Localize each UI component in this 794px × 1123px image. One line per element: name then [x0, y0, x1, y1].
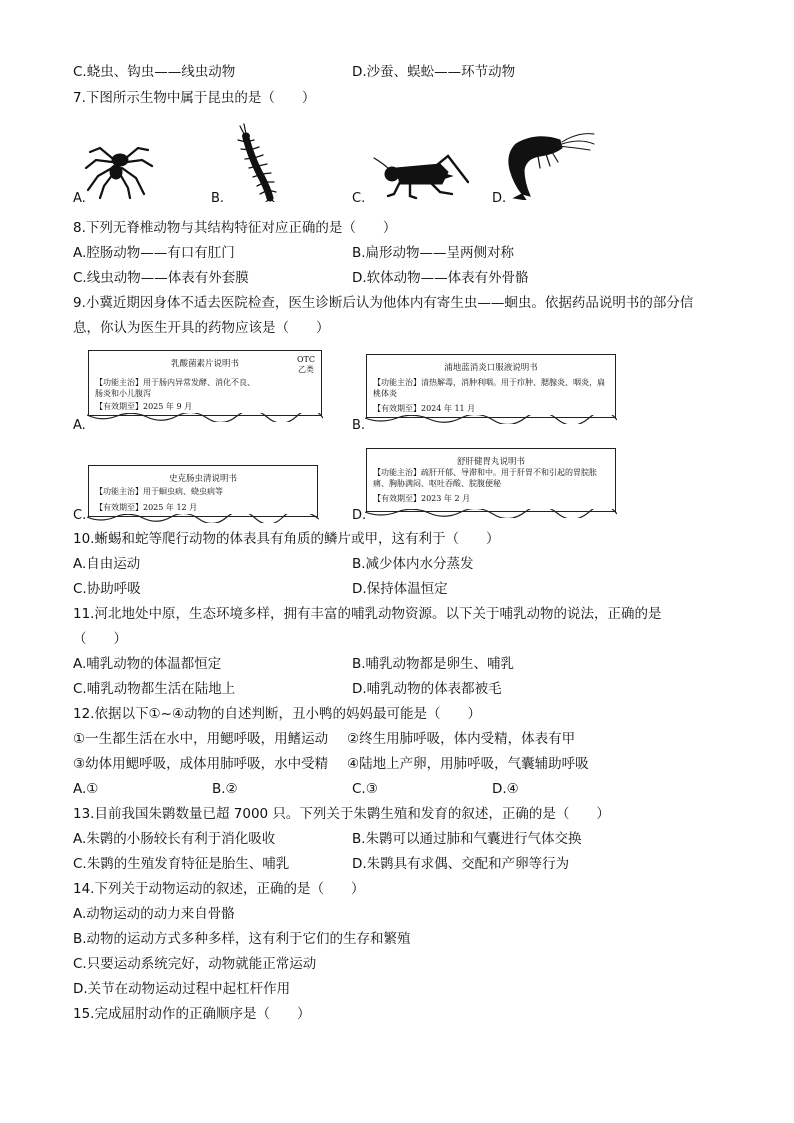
card-d-wavy-edge [365, 509, 617, 518]
q11-stem-line1: 11.河北地处中原，生态环境多样，拥有丰富的哺乳动物资源。以下关于哺乳动物的说法，正确的是 [73, 606, 662, 622]
q6-option-c: C.蛲虫、钩虫——线虫动物 [73, 64, 236, 80]
drug-card-a [88, 350, 322, 416]
q9-label-b: B. [352, 418, 366, 433]
card-b-wavy-edge [365, 415, 617, 424]
q13-option-a: A.朱鹮的小肠较长有利于消化吸收 [73, 831, 276, 847]
otc-badge [297, 355, 315, 375]
q13-option-c: C.朱鹮的生殖发育特征是胎生、哺乳 [73, 856, 290, 872]
q14-option-b: B.动物的运动方式多种多样，这有利于它们的生存和繁殖 [73, 931, 411, 947]
q10-stem: 10.蜥蜴和蛇等爬行动物的体表具有角质的鳞片或甲，这有利于（ ） [73, 531, 500, 547]
shrimp-image [502, 128, 596, 200]
q12-option-a: A.① [73, 781, 99, 797]
q8-option-b: B.扁形动物——呈两侧对称 [352, 245, 515, 261]
q6-option-d: D.沙蚕、蜈蚣——环节动物 [352, 64, 516, 80]
card-b-function: 【功能主治】清热解毒，消肿利咽。用于疖肿、腮腺炎、咽炎，扁桃体炎 [373, 378, 605, 398]
q11-stem-line2: （ ） [73, 631, 127, 647]
q12-statement-1: ①一生都生活在水中，用鳃呼吸，用鳍运动 [73, 731, 329, 747]
q8-stem: 8.下列无脊椎动物与其结构特征对应正确的是（ ） [73, 220, 397, 236]
spider-image [82, 142, 156, 200]
drug-card-d [366, 448, 616, 512]
q8-option-c: C.线虫动物——体表有外套膜 [73, 270, 249, 286]
q14-stem: 14.下列关于动物运动的叙述，正确的是（ ） [73, 881, 365, 897]
card-a-function: 【功能主治】用于肠内异常发酵、消化不良、肠炎和小儿腹泻 [95, 378, 255, 398]
q12-option-d: D.④ [492, 781, 519, 797]
card-a-wavy-edge [87, 413, 323, 422]
card-c-title: 史克肠虫清说明书 [168, 474, 237, 484]
q12-option-b: B.② [212, 781, 238, 797]
card-d-expiry: 【有效期至】2023 年 2 月 [373, 494, 471, 503]
q7-label-a: A. [73, 191, 86, 206]
q11-option-a: A.哺乳动物的体温都恒定 [73, 656, 222, 672]
q10-option-a: A.自由运动 [73, 556, 141, 572]
q9-label-c: C. [73, 508, 87, 523]
q11-option-b: B.哺乳动物都是卵生、哺乳 [352, 656, 515, 672]
q9-stem-line1: 9.小冀近期因身体不适去医院检查，医生诊断后认为他体内有寄生虫——蛔虫。依据药品说明书的部分信 [73, 295, 694, 311]
q7-label-c: C. [352, 191, 366, 206]
q7-stem: 7.下图所示生物中属于昆虫的是（ ） [73, 90, 316, 106]
centipede-image [222, 120, 292, 202]
card-c-wavy-edge [87, 514, 319, 523]
q10-option-d: D.保持体温恒定 [352, 581, 448, 597]
q8-option-d: D.软体动物——体表有外骨骼 [352, 270, 529, 286]
card-b-expiry: 【有效期至】2024 年 11 月 [373, 404, 476, 413]
card-c-function: 【功能主治】用于蛔虫病、蛲虫病等 [95, 487, 223, 496]
q15-stem: 15.完成屈肘动作的正确顺序是（ ） [73, 1006, 311, 1022]
q11-option-d: D.哺乳动物的体表都被毛 [352, 681, 502, 697]
q11-option-c: C.哺乳动物都生活在陆地上 [73, 681, 236, 697]
q9-label-d: D. [352, 508, 367, 523]
drug-card-c [88, 465, 318, 517]
q10-option-b: B.减少体内水分蒸发 [352, 556, 474, 572]
q14-option-a: A.动物运动的动力来自骨骼 [73, 906, 235, 922]
card-b-title: 浦地蓝消炎口服液说明书 [444, 363, 538, 373]
q12-statement-3: ③幼体用鳃呼吸，成体用肺呼吸，水中受精 [73, 756, 329, 772]
otc-badge-line2: 乙类 [297, 365, 314, 374]
grasshopper-image [370, 150, 474, 200]
q9-label-a: A. [73, 418, 86, 433]
card-a-expiry: 【有效期至】2025 年 9 月 [95, 402, 193, 411]
card-d-function: 【功能主治】疏肝开郁、导滞和中。用于肝胃不和引起的胃脘胀痛、胸胁满闷、呕吐吞酸、脘腹便秘 [373, 468, 597, 488]
q12-statement-4: ④陆地上产卵，用肺呼吸，气囊辅助呼吸 [347, 756, 589, 772]
q14-option-d: D.关节在动物运动过程中起杠杆作用 [73, 981, 291, 997]
otc-badge-line1: OTC [296, 355, 315, 364]
q13-stem: 13.目前我国朱鹮数量已超 7000 只。下列关于朱鹮生殖和发育的叙述，正确的是（ ） [73, 806, 610, 822]
q12-option-c: C.③ [352, 781, 378, 797]
q13-option-d: D.朱鹮具有求偶、交配和产卵等行为 [352, 856, 570, 872]
q9-stem-line2: 息，你认为医生开具的药物应该是（ ） [73, 320, 330, 336]
q12-statement-2: ②终生用肺呼吸，体内受精，体表有甲 [347, 731, 576, 747]
q14-option-c: C.只要运动系统完好，动物就能正常运动 [73, 956, 317, 972]
q13-option-b: B.朱鹮可以通过肺和气囊进行气体交换 [352, 831, 582, 847]
drug-card-b [366, 354, 616, 418]
card-d-title: 舒肝健胃丸说明书 [456, 457, 525, 467]
q10-option-c: C.协助呼吸 [73, 581, 141, 597]
q12-stem: 12.依据以下①~④动物的自述判断，丑小鸭的妈妈最可能是（ ） [73, 706, 481, 722]
q7-label-b: B. [211, 191, 225, 206]
card-c-expiry: 【有效期至】2025 年 12 月 [95, 503, 198, 512]
q8-option-a: A.腔肠动物——有口有肛门 [73, 245, 235, 261]
card-a-title: 乳酸菌素片说明书 [170, 359, 239, 369]
q7-label-d: D. [492, 191, 507, 206]
